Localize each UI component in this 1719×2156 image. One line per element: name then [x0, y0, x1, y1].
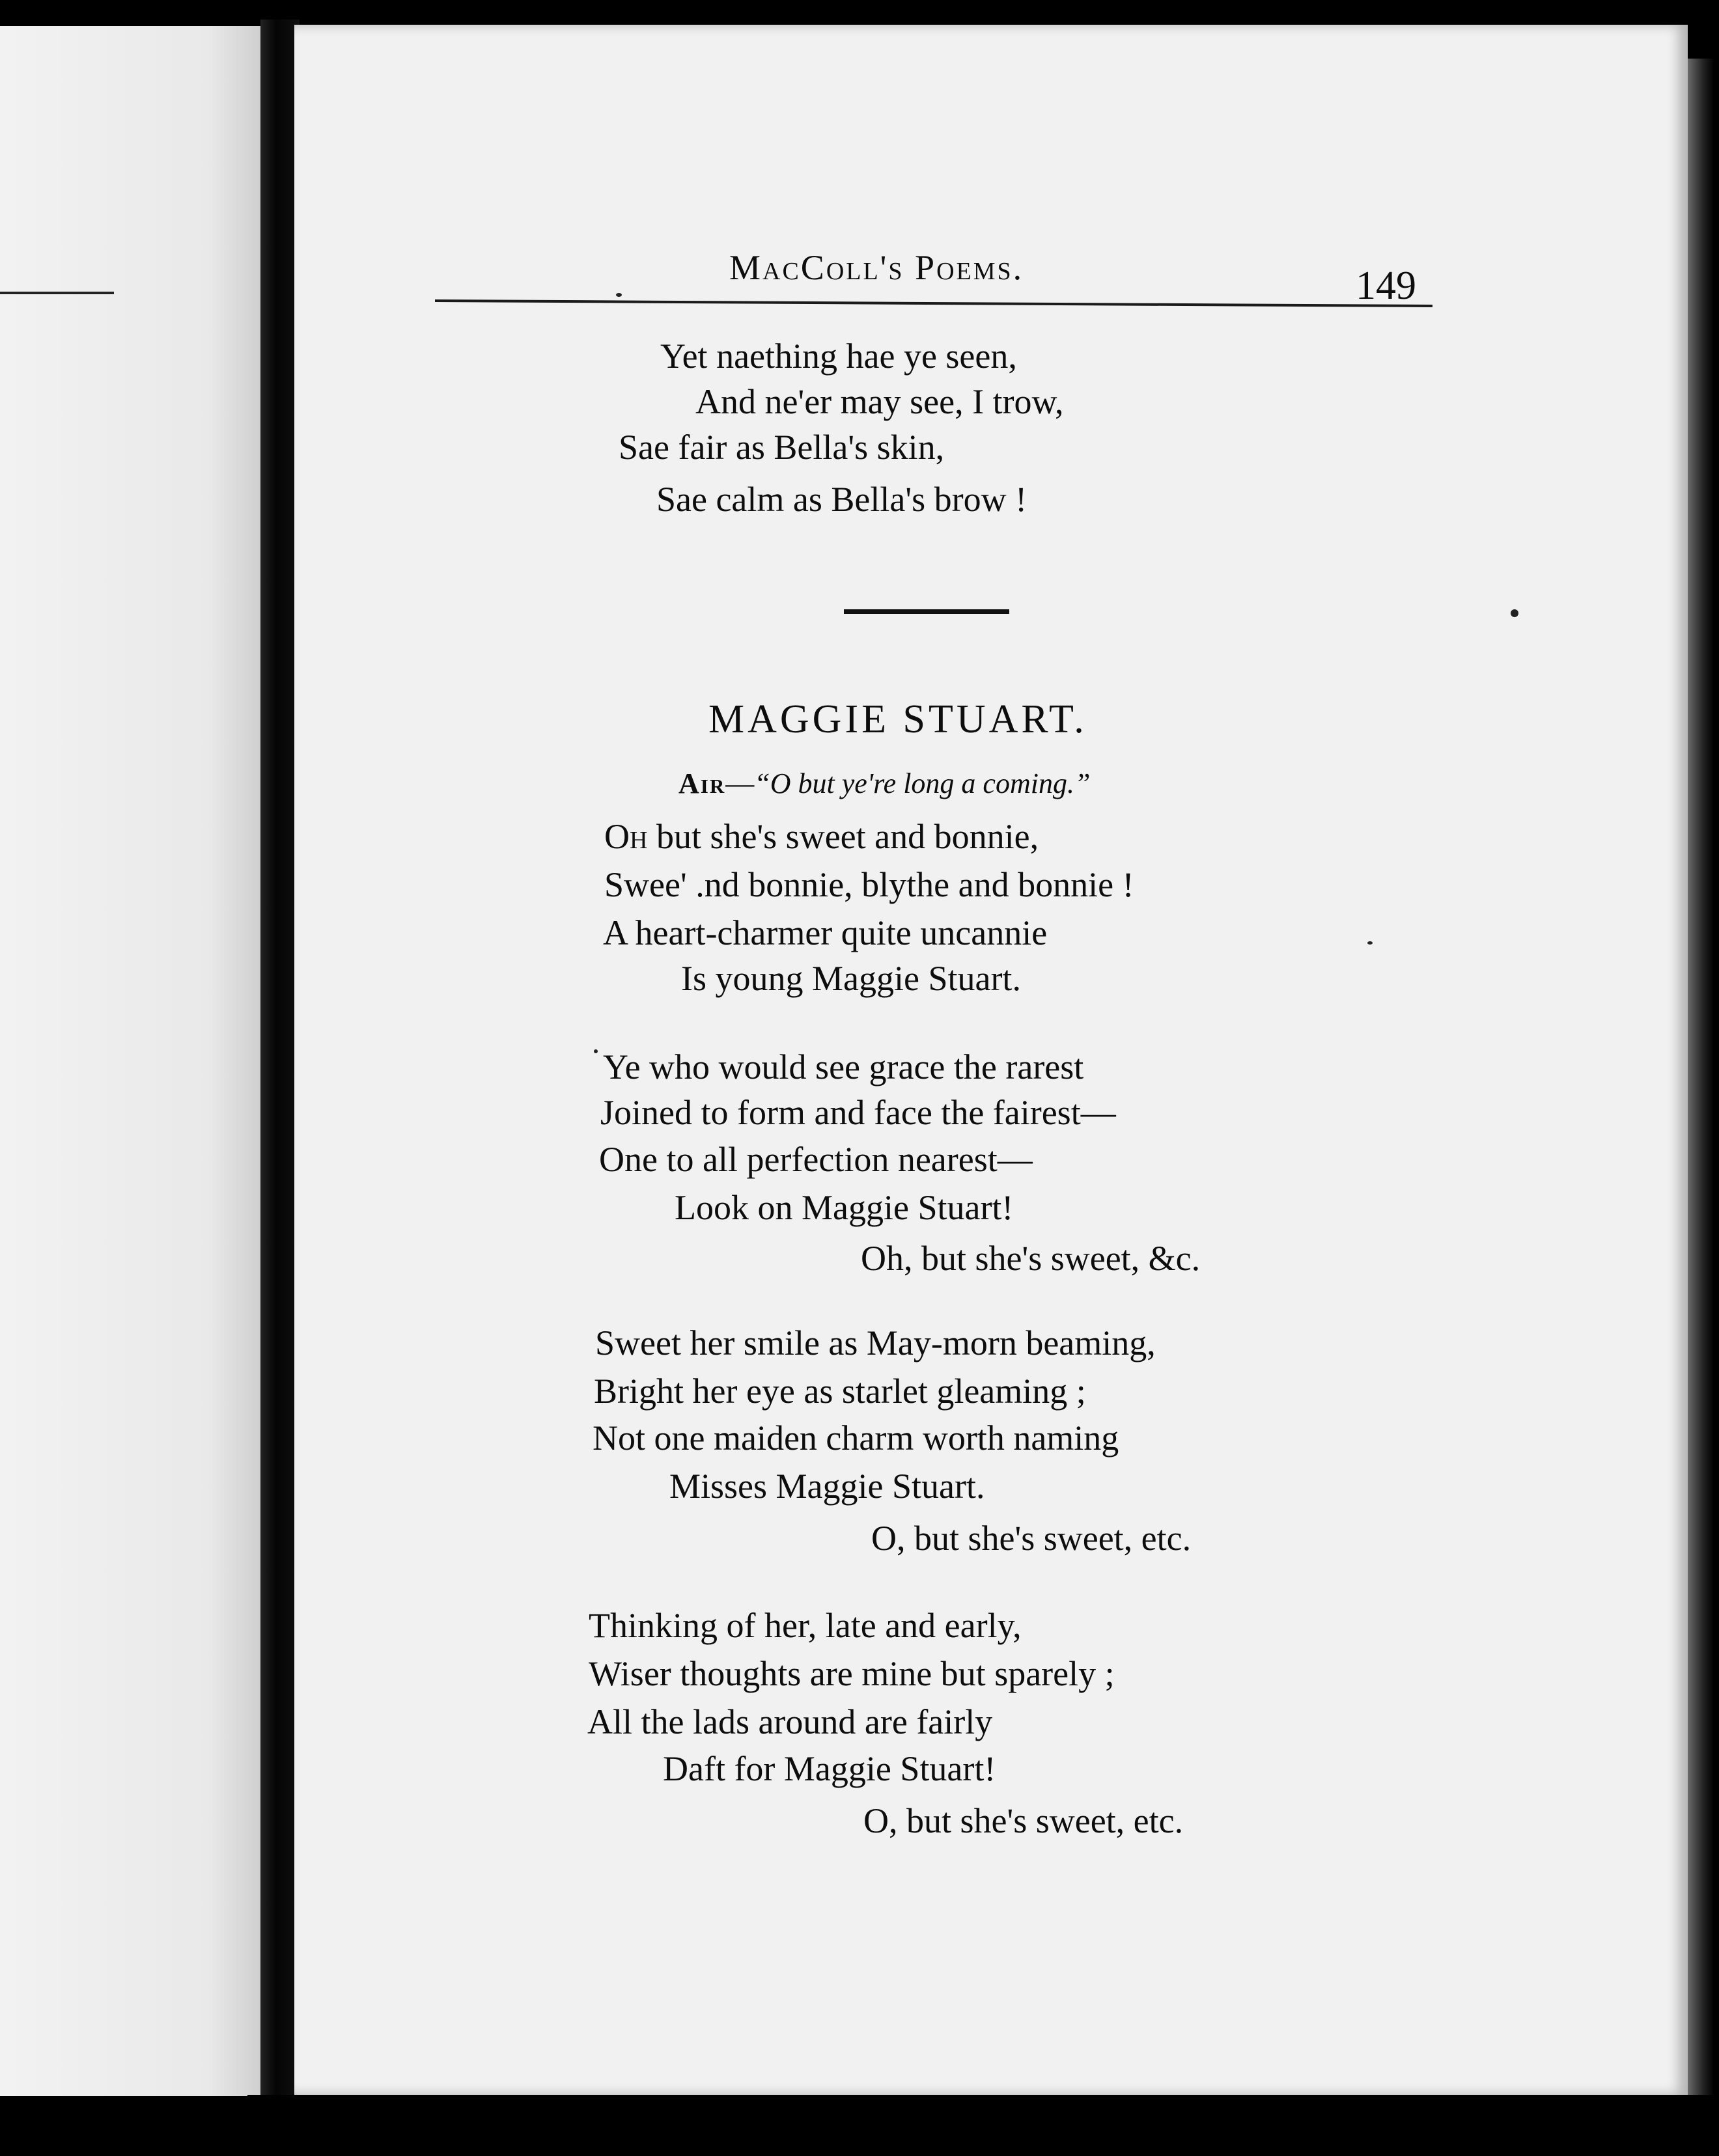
verse-line: Not one maiden charm worth naming — [593, 1418, 1119, 1458]
scan-border — [247, 2095, 1719, 2156]
page-edge — [1688, 59, 1714, 2103]
verse-line: Sae fair as Bella's skin, — [619, 428, 945, 467]
verse-line: One to all perfection nearest— — [599, 1140, 1033, 1179]
poem-title: MAGGIE STUART. — [708, 697, 1087, 741]
verse-line: And ne'er may see, I trow, — [695, 382, 1064, 421]
refrain-line: O, but she's sweet, etc. — [863, 1801, 1184, 1840]
verse-line: Ye who would see grace the rarest — [603, 1047, 1084, 1086]
refrain-line: Oh, but she's sweet, &c. — [861, 1239, 1201, 1278]
air-label: Air — [678, 767, 726, 799]
verse-line: Misses Maggie Stuart. — [669, 1467, 985, 1506]
running-head: MacColl's Poems. — [729, 248, 1024, 287]
air-tune: “O but ye're long a coming.” — [754, 767, 1091, 799]
book-gutter — [260, 20, 300, 2116]
verse-line: Thinking of her, late and early, — [589, 1606, 1022, 1645]
scan-speck — [1367, 941, 1373, 945]
initial-word: Oh — [604, 817, 648, 856]
verse-line: A heart-charmer quite uncannie — [603, 913, 1048, 952]
page-number: 149 — [1356, 264, 1416, 308]
verse-line: Sweet her smile as May-morn beaming, — [595, 1323, 1156, 1362]
air-dash: — — [725, 767, 755, 799]
verse-line — [604, 819, 1039, 854]
facing-page — [0, 26, 260, 2096]
verse-line: Wiser thoughts are mine but sparely ; — [589, 1654, 1115, 1693]
verse-line: Joined to form and face the fairest— — [600, 1093, 1116, 1132]
facing-page-rule — [0, 292, 114, 294]
scan-speck — [594, 1049, 598, 1053]
verse-line: Swee' .nd bonnie, blythe and bonnie ! — [604, 865, 1134, 904]
verse-line: Daft for Maggie Stuart! — [663, 1749, 996, 1788]
verse-text: but she's sweet and bonnie, — [647, 817, 1039, 856]
air-note — [678, 767, 1090, 800]
verse-line: Is young Maggie Stuart. — [681, 959, 1021, 998]
poem-separator — [844, 609, 1009, 614]
verse-line: Sae calm as Bella's brow ! — [656, 480, 1027, 519]
verse-line: Bright her eye as starlet gleaming ; — [594, 1372, 1086, 1411]
scan-speck — [1511, 609, 1518, 617]
verse-line: All the lads around are fairly — [587, 1702, 993, 1741]
refrain-line: O, but she's sweet, etc. — [871, 1519, 1192, 1558]
scan-speck — [616, 293, 622, 297]
verse-line: Look on Maggie Stuart! — [675, 1188, 1014, 1227]
verse-line: Yet naething hae ye seen, — [660, 337, 1017, 376]
